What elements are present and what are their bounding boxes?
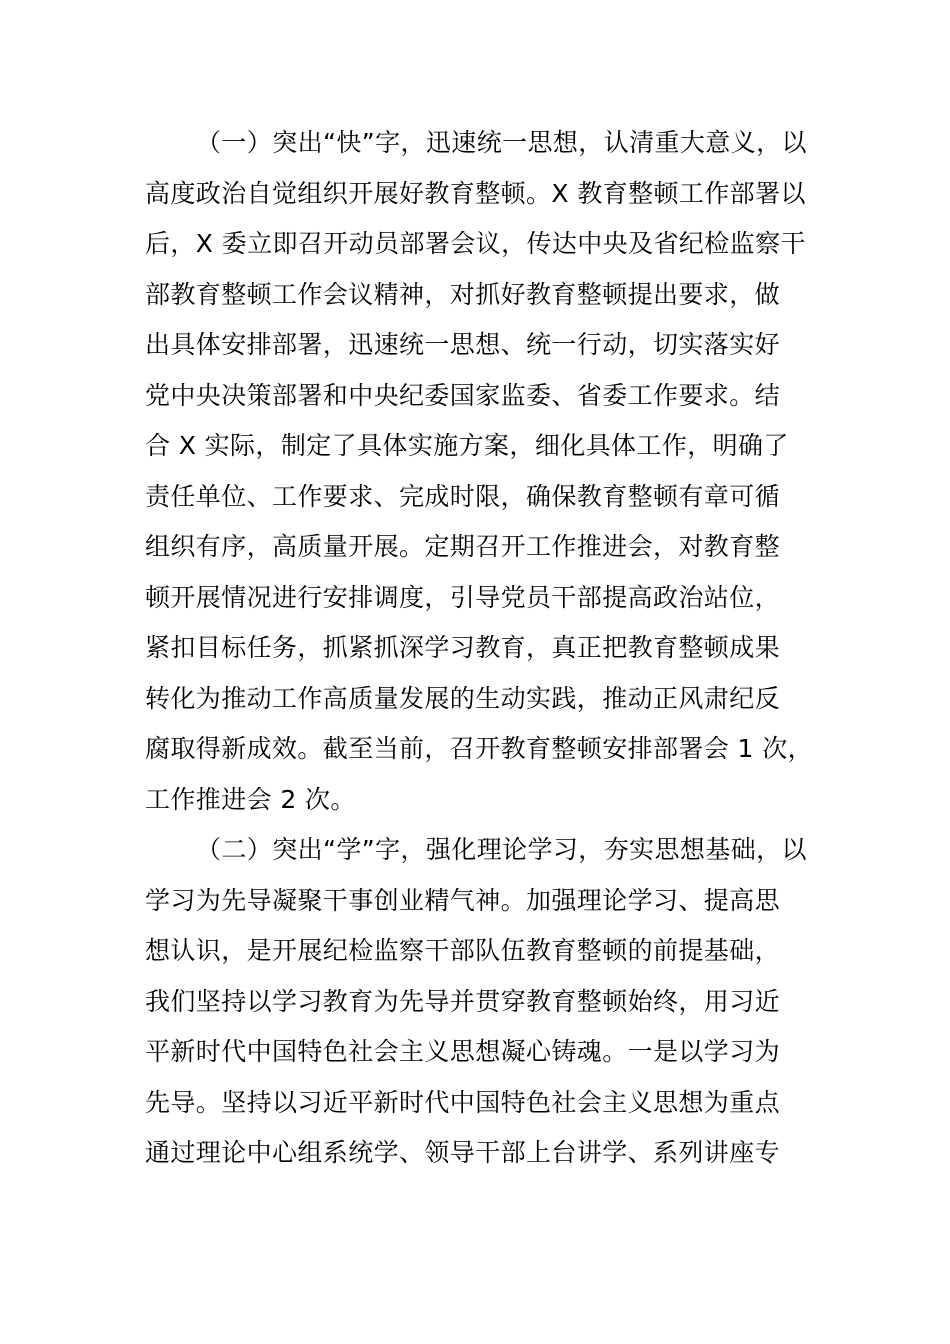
paragraph-1-line-8: 责任单位、工作要求、完成时限，确保教育整顿有章可循 bbox=[145, 482, 781, 511]
paragraph-1-line-2: 高度政治自觉组织开展好教育整顿。X 教育整顿工作部署以 bbox=[145, 179, 806, 208]
paragraph-1-line-12: 转化为推动工作高质量发展的生动实践，推动正风肃纪反 bbox=[145, 684, 781, 713]
paragraph-2-line-5: 平新时代中国特色社会主义思想凝心铸魂。一是以学习为 bbox=[145, 1037, 781, 1066]
paragraph-2-line-6: 先导。坚持以习近平新时代中国特色社会主义思想为重点 bbox=[145, 1088, 781, 1117]
paragraph-1-line-1: （一）突出“快”字，迅速统一思想，认清重大意义，以 bbox=[196, 128, 807, 157]
paragraph-1-line-9: 组织有序，高质量开展。定期召开工作推进会，对教育整 bbox=[145, 532, 781, 561]
paragraph-1-line-4: 部教育整顿工作会议精神，对抓好教育整顿提出要求，做 bbox=[145, 280, 781, 309]
paragraph-1-line-3: 后，X 委立即召开动员部署会议，传达中央及省纪检监察干 bbox=[145, 229, 806, 258]
paragraph-2-line-2: 学习为先导凝聚干事创业精气神。加强理论学习、提高思 bbox=[145, 886, 781, 915]
paragraph-1-line-5: 出具体安排部署，迅速统一思想、统一行动，切实落实好 bbox=[145, 330, 781, 359]
paragraph-2-line-4: 我们坚持以学习教育为先导并贯穿教育整顿始终，用习近 bbox=[145, 987, 781, 1016]
paragraph-2-line-1: （二）突出“学”字，强化理论学习，夯实思想基础，以 bbox=[196, 835, 807, 864]
paragraph-1-line-10: 顿开展情况进行安排调度，引导党员干部提高政治站位， bbox=[145, 583, 781, 612]
paragraph-1-line-7: 合 X 实际，制定了具体实施方案，细化具体工作，明确了 bbox=[145, 431, 789, 460]
paragraph-2-line-7: 通过理论中心组系统学、领导干部上台讲学、系列讲座专 bbox=[145, 1138, 781, 1167]
paragraph-1-line-11: 紧扣目标任务，抓紧抓深学习教育，真正把教育整顿成果 bbox=[145, 633, 781, 662]
paragraph-1-line-6: 党中央决策部署和中央纪委国家监委、省委工作要求。结 bbox=[145, 381, 781, 410]
paragraph-1-line-13: 腐取得新成效。截至当前，召开教育整顿安排部署会 1 次， bbox=[145, 734, 814, 763]
paragraph-2-line-3: 想认识，是开展纪检监察干部队伍教育整顿的前提基础， bbox=[145, 936, 781, 965]
paragraph-1-line-14: 工作推进会 2 次。 bbox=[145, 785, 356, 814]
